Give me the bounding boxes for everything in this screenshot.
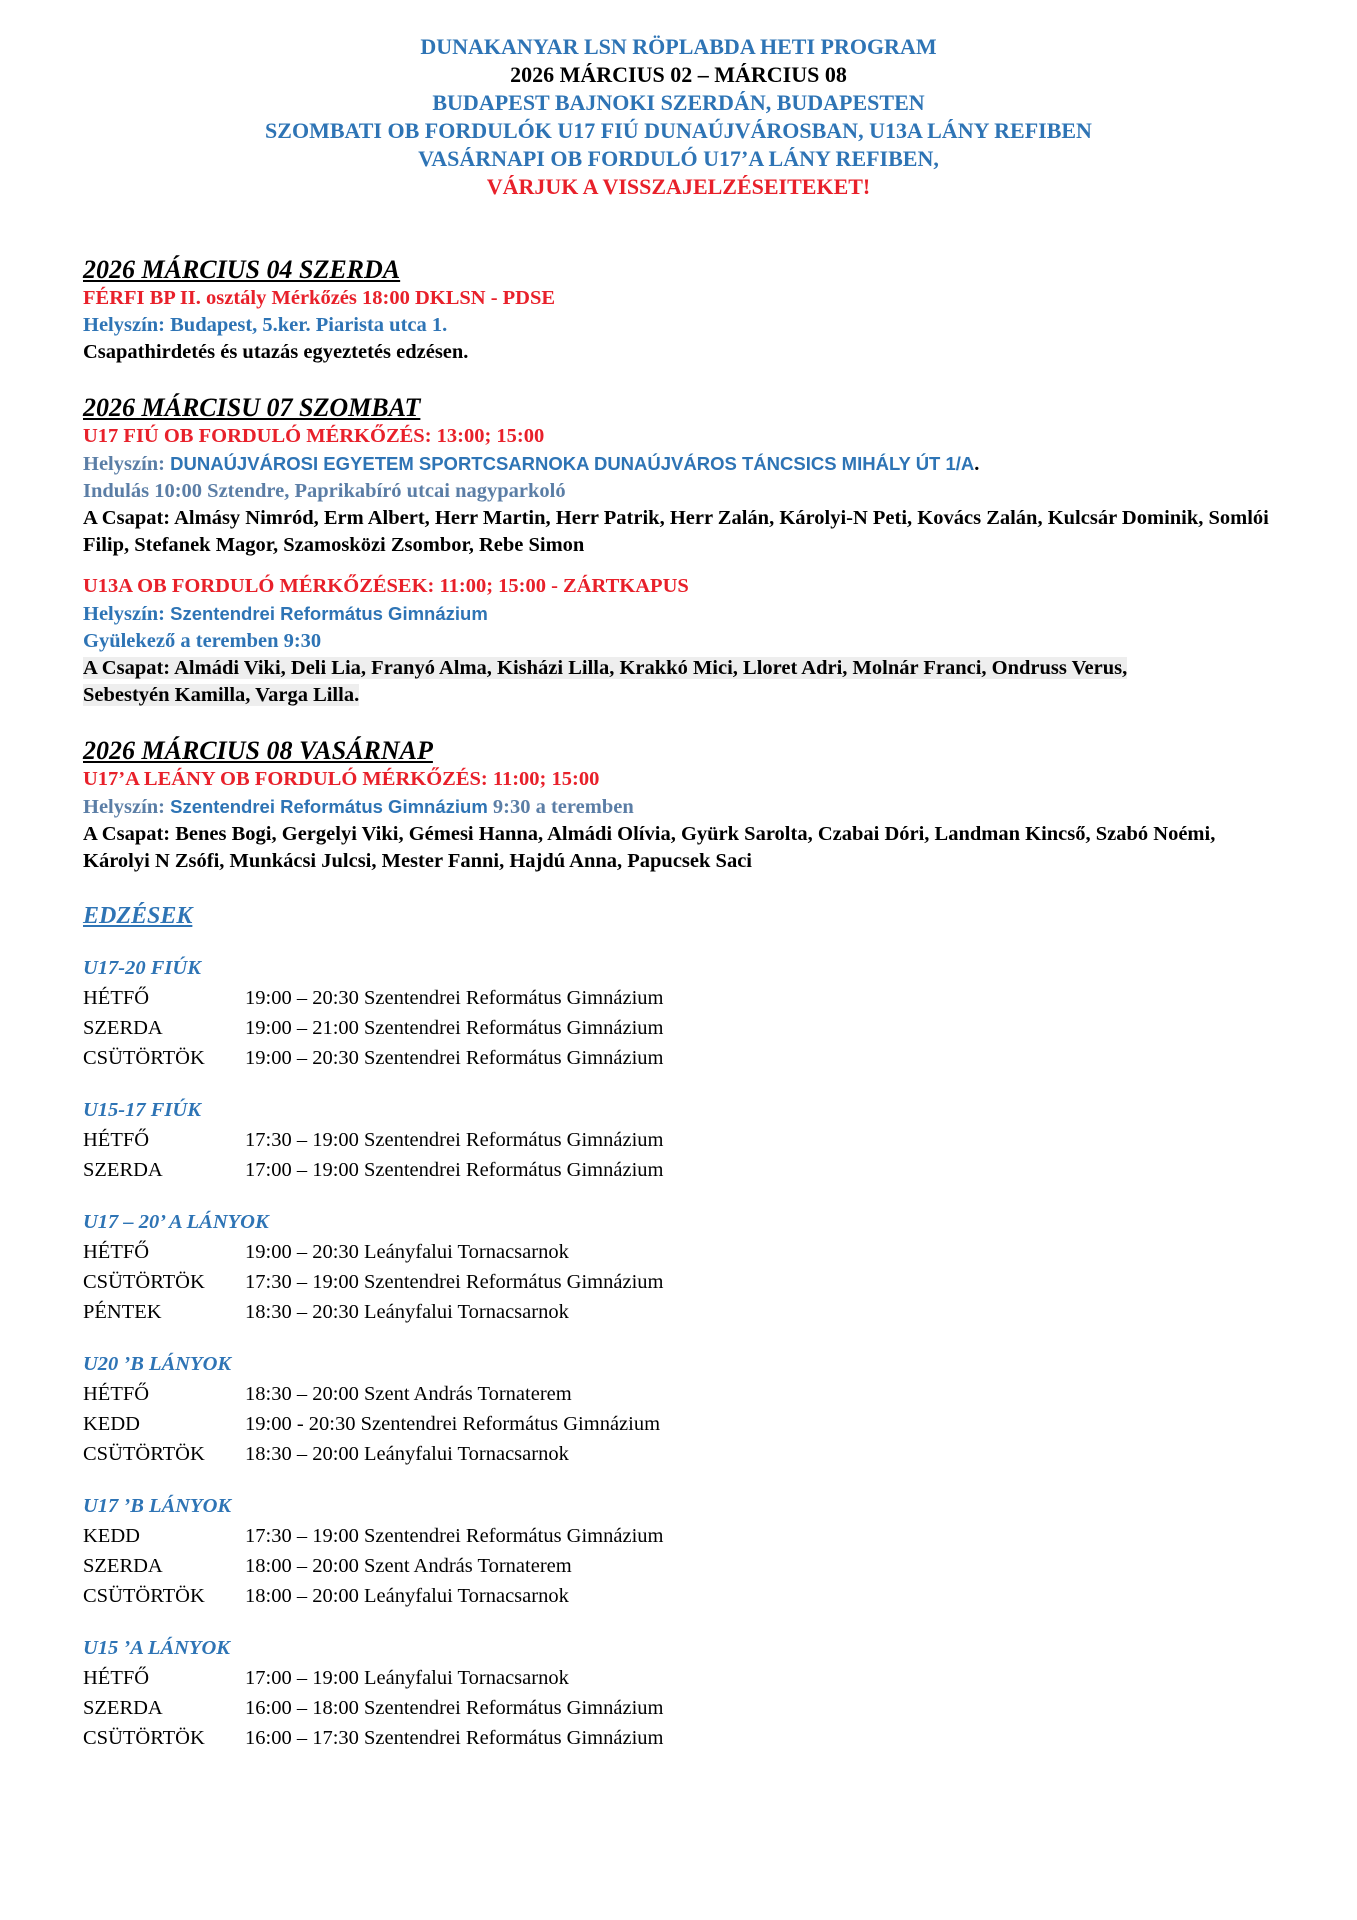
content: [83, 255, 1283, 1775]
header-line-saturday: SZOMBATI OB FORDULÓK U17 FIÚ DUNAÚJVÁROSBAN, U13A LÁNY REFIBEN: [265, 118, 1092, 143]
training-group-title: U17 ’B LÁNYOK: [83, 1495, 232, 1517]
venue-end: .: [974, 453, 980, 475]
training-groups: [83, 953, 1283, 1753]
day-title-wednesday: 2026 MÁRCIUS 04 SZERDA: [83, 255, 401, 284]
training-row: [83, 1237, 1283, 1267]
trainings-title: EDZÉSEK: [83, 903, 193, 929]
venue-line-u13: [83, 600, 1283, 628]
training-group-title: U15 ’A LÁNYOK: [83, 1637, 230, 1659]
day-saturday-u13: [83, 573, 1283, 709]
training-group: [83, 1491, 1283, 1611]
match-line-u13: U13A OB FORDULÓ MÉRKŐZÉSEK: 11:00; 15:00 - ZÁRTKAPUS: [83, 575, 689, 597]
venue-line: Helyszín: Budapest, 5.ker. Piarista utca 1.: [83, 314, 448, 336]
training-row: [83, 983, 1283, 1013]
training-info: 17:00 – 19:00 Leányfalui Tornacsarnok: [245, 1667, 569, 1689]
training-row: [83, 1125, 1283, 1155]
training-info: 17:30 – 19:00 Szentendrei Református Gimnázium: [245, 1525, 664, 1547]
team-line: A Csapat: Benes Bogi, Gergelyi Viki, Gémesi Hanna, Almádi Olívia, Gyürk Sarolta, Czabai Dóri, Landman Kincső, Szabó Noémi, Károlyi N Zsófi, Munkácsi Julcsi, Mester Fanni, Hajdú Anna, Papucsek Saci: [83, 823, 1216, 872]
header-line-sunday: VASÁRNAPI OB FORDULÓ U17’A LÁNY REFIBEN,: [418, 146, 939, 171]
training-group: [83, 1207, 1283, 1327]
training-day: CSÜTÖRTÖK: [83, 1585, 205, 1607]
venue-name: Szentendrei Református Gimnázium: [170, 603, 488, 624]
venue-label: Helyszín:: [83, 796, 171, 818]
training-day: CSÜTÖRTÖK: [83, 1047, 205, 1069]
training-row: [83, 1409, 1283, 1439]
training-day: KEDD: [83, 1413, 140, 1435]
day-title-saturday: 2026 MÁRCISU 07 SZOMBAT: [83, 393, 421, 422]
training-info: 17:30 – 19:00 Szentendrei Református Gimnázium: [245, 1271, 664, 1293]
training-info: 17:00 – 19:00 Szentendrei Református Gimnázium: [245, 1159, 664, 1181]
match-line: FÉRFI BP II. osztály Mérkőzés 18:00 DKLSN - PDSE: [83, 287, 556, 309]
day-wednesday: [83, 255, 1283, 366]
training-day: CSÜTÖRTÖK: [83, 1443, 205, 1465]
training-group: [83, 1095, 1283, 1185]
header-date-range: 2026 MÁRCIUS 02 – MÁRCIUS 08: [510, 62, 847, 87]
training-group: [83, 1633, 1283, 1753]
training-info: 19:00 – 20:30 Leányfalui Tornacsarnok: [245, 1241, 569, 1263]
training-info: 19:00 – 21:00 Szentendrei Református Gimnázium: [245, 1017, 664, 1039]
training-info: 16:00 – 18:00 Szentendrei Református Gimnázium: [245, 1697, 664, 1719]
header: [0, 33, 1357, 201]
match-line-u17: U17 FIÚ OB FORDULÓ MÉRKŐZÉS: 13:00; 15:00: [83, 425, 545, 447]
team-u13-part-b: Sebestyén Kamilla, Varga Lilla.: [83, 684, 360, 706]
departure-line: Indulás 10:00 Sztendre, Paprikabíró utcai nagyparkoló: [83, 480, 566, 502]
training-row: [83, 1439, 1283, 1469]
team-line-u17: A Csapat: Almásy Nimród, Erm Albert, Herr Martin, Herr Patrik, Herr Zalán, Károlyi-N Peti, Kovács Zalán, Kulcsár Dominik, Somlói Filip, Stefanek Magor, Szamosközi Zsombor, Rebe Simon: [83, 507, 1269, 556]
training-day: KEDD: [83, 1525, 140, 1547]
training-info: 19:00 – 20:30 Szentendrei Református Gimnázium: [245, 1047, 664, 1069]
training-row: [83, 1521, 1283, 1551]
venue-time: 9:30 a teremben: [487, 796, 634, 818]
training-row: [83, 1013, 1283, 1043]
match-line: U17’A LEÁNY OB FORDULÓ MÉRKŐZÉS: 11:00; 15:00: [83, 768, 600, 790]
training-day: SZERDA: [83, 1555, 163, 1577]
training-row: [83, 1723, 1283, 1753]
training-info: 18:30 – 20:00 Leányfalui Tornacsarnok: [245, 1443, 569, 1465]
gather-line: Gyülekező a teremben 9:30: [83, 630, 322, 652]
training-row: [83, 1297, 1283, 1327]
training-day: HÉTFŐ: [83, 1241, 150, 1263]
training-group-title: U15-17 FIÚK: [83, 1099, 201, 1121]
training-info: 18:30 – 20:00 Szent András Tornaterem: [245, 1383, 572, 1405]
note-line: Csapathirdetés és utazás egyeztetés edzésen.: [83, 341, 469, 363]
training-group-title: U20 ’B LÁNYOK: [83, 1353, 232, 1375]
training-row: [83, 1043, 1283, 1073]
training-day: CSÜTÖRTÖK: [83, 1271, 205, 1293]
venue-line: [83, 793, 1283, 821]
header-line-feedback: VÁRJUK A VISSZAJELZÉSEITEKET!: [486, 174, 871, 199]
day-sunday: [83, 736, 1283, 875]
day-title-sunday: 2026 MÁRCIUS 08 VASÁRNAP: [83, 736, 433, 765]
training-day: PÉNTEK: [83, 1301, 162, 1323]
team-line-u13: [83, 655, 1283, 682]
header-line-budapest: BUDAPEST BAJNOKI SZERDÁN, BUDAPESTEN: [432, 90, 925, 115]
training-row: [83, 1693, 1283, 1723]
training-info: 18:00 – 20:00 Leányfalui Tornacsarnok: [245, 1585, 569, 1607]
header-title: DUNAKANYAR LSN RÖPLABDA HETI PROGRAM: [420, 34, 937, 59]
venue-name: Szentendrei Református Gimnázium: [170, 796, 488, 817]
training-day: HÉTFŐ: [83, 1129, 150, 1151]
training-row: [83, 1551, 1283, 1581]
training-day: SZERDA: [83, 1697, 163, 1719]
training-row: [83, 1581, 1283, 1611]
training-day: HÉTFŐ: [83, 1667, 150, 1689]
training-group-title: U17-20 FIÚK: [83, 957, 201, 979]
venue-label: Helyszín:: [83, 453, 171, 475]
training-row: [83, 1267, 1283, 1297]
team-line-u13-cont: [83, 682, 1283, 709]
day-saturday: [83, 393, 1283, 559]
training-group: [83, 953, 1283, 1073]
training-info: 19:00 - 20:30 Szentendrei Református Gimnázium: [245, 1413, 661, 1435]
training-row: [83, 1663, 1283, 1693]
training-day: SZERDA: [83, 1017, 163, 1039]
training-info: 16:00 – 17:30 Szentendrei Református Gimnázium: [245, 1727, 664, 1749]
training-group: [83, 1349, 1283, 1469]
training-info: 18:00 – 20:00 Szent András Tornaterem: [245, 1555, 572, 1577]
venue-line-u17: [83, 450, 1283, 478]
venue-name: DUNAÚJVÁROSI EGYETEM SPORTCSARNOKA DUNAÚJVÁROS TÁNCSICS MIHÁLY ÚT 1/A: [170, 453, 975, 474]
training-row: [83, 1379, 1283, 1409]
training-day: SZERDA: [83, 1159, 163, 1181]
training-group-title: U17 – 20’ A LÁNYOK: [83, 1211, 269, 1233]
training-info: 17:30 – 19:00 Szentendrei Református Gimnázium: [245, 1129, 664, 1151]
training-day: HÉTFŐ: [83, 987, 150, 1009]
training-info: 18:30 – 20:30 Leányfalui Tornacsarnok: [245, 1301, 569, 1323]
team-u13-part-a: A Csapat: Almádi Viki, Deli Lia, Franyó Alma, Kisházi Lilla, Krakkó Mici, Lloret Adri, Molnár Franci, Ondruss Verus,: [83, 657, 1128, 679]
training-day: HÉTFŐ: [83, 1383, 150, 1405]
training-row: [83, 1155, 1283, 1185]
venue-label: Helyszín:: [83, 603, 171, 625]
training-info: 19:00 – 20:30 Szentendrei Református Gimnázium: [245, 987, 664, 1009]
training-day: CSÜTÖRTÖK: [83, 1727, 205, 1749]
